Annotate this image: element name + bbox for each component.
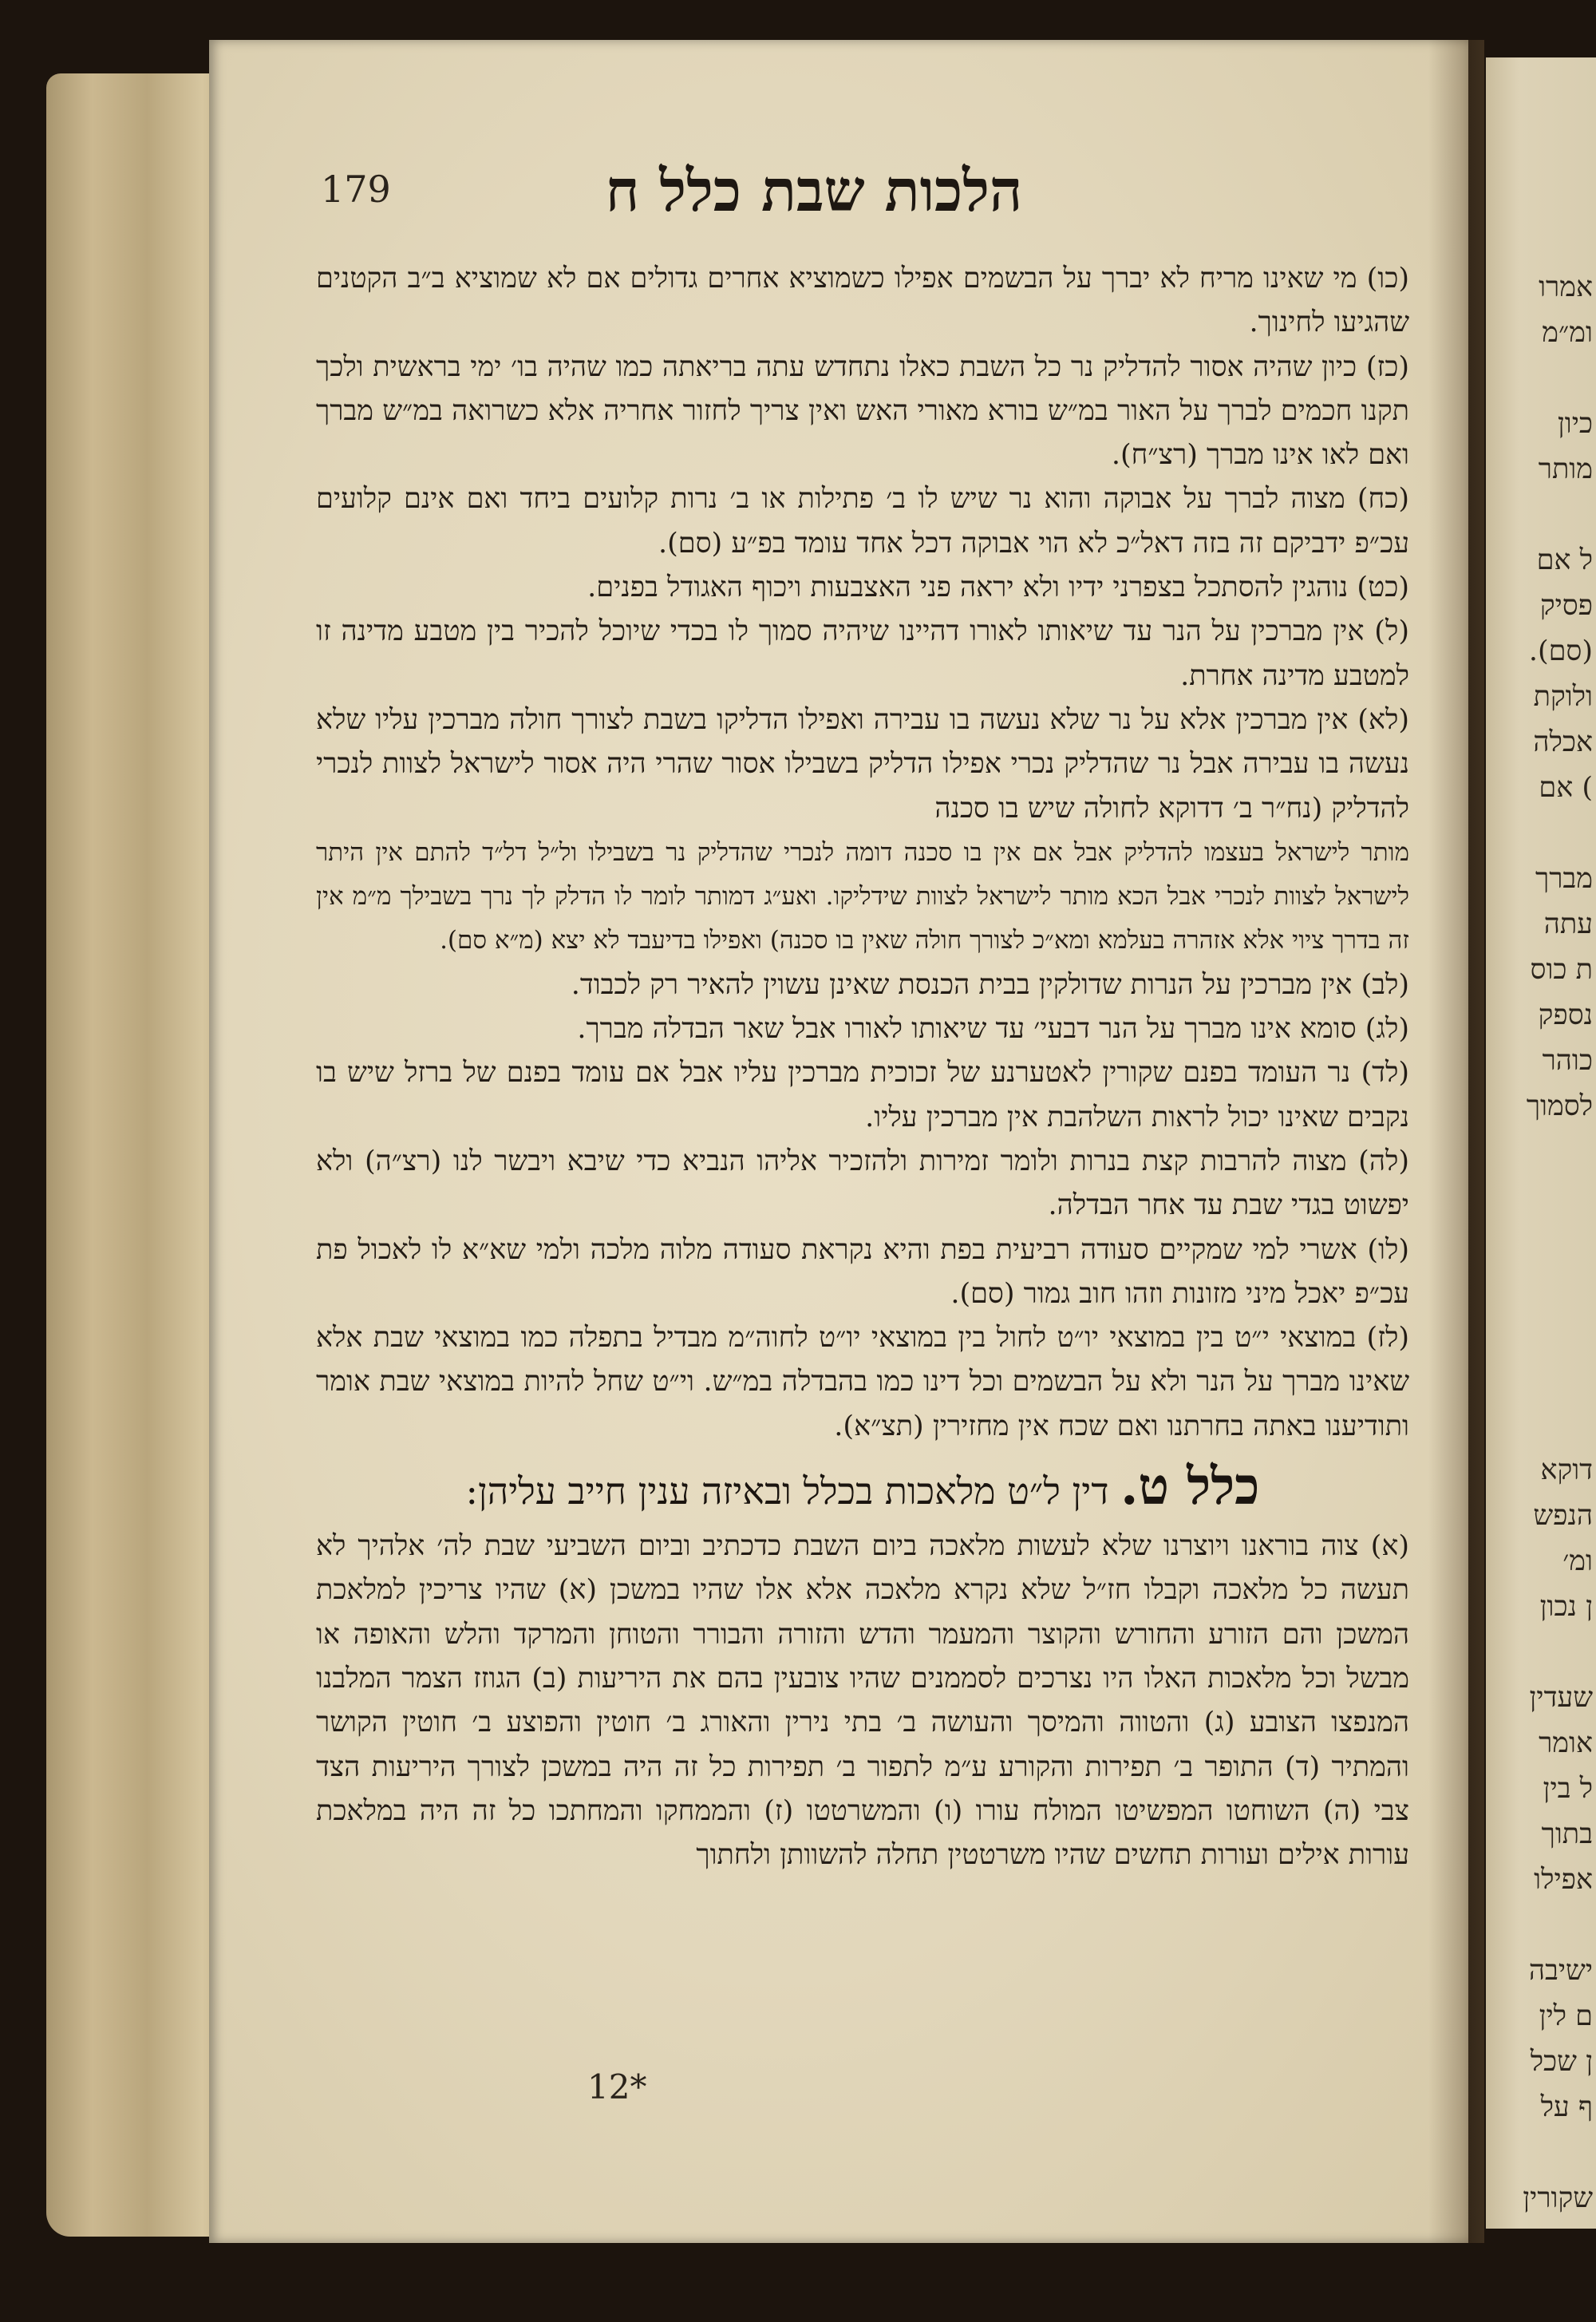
facing-line: נספק [1538, 999, 1593, 1031]
page-edges [46, 73, 230, 2237]
facing-line: ת כוס [1530, 954, 1593, 986]
paragraph: (לב) אין מברכין על הנרות שדולקין בבית הכנסת שאינן עשוין להאיר רק לכבוד. [571, 968, 1409, 1001]
paragraph: (כז) כיון שהיה אסור להדליק נר כל השבת כאלו נתחדש עתה בריאתה כמו שהיה בו׳ ימי בראשית ולכך תקנו חכמים לברך על האור במ״ש בורא מאורי האש ואין צריך לחזור אחריה אלא כשרואה במ״ש מברך ואם לאו אינו מברך (רצ״ח). [316, 350, 1409, 472]
paragraph: (ל) אין מברכין על הנר עד שיאותו לאורו דהיינו שיהיה סמוך לו בכדי שיוכל להכיר בין מטבע מדינה זו למטבע מדינה אחרת. [316, 615, 1409, 692]
facing-line: ף על [1540, 2091, 1593, 2123]
facing-line: בתוך [1541, 1818, 1593, 1850]
paragraph-small-print: מותר לישראל בעצמו להדליק אבל אם אין בו סכנה דומה לנכרי שהדליק נר בשבילו ול״ל דל״ד להתם אין היתר לישראל לצוות לנכרי אבל הכא מותר לישראל לצוות שידליקו. ואע״ג דמותר לומר לו הדלק לך נרך בשבילך מ״מ אין זה בדרך ציוי אלא אזהרה בעלמא ומא״כ לצורך חולה שאין בו סכנה) ואפילו בדיעבד לא יצא (מ״א סם). [316, 837, 1409, 955]
paragraph: (לג) סומא אינו מברך על הנר דבעי׳ עד שיאותו לאורו אבל שאר הבדלה מברך. [577, 1013, 1409, 1046]
facing-line [1494, 1903, 1593, 1948]
section-heading [316, 1454, 1409, 1525]
facing-line: אפילו [1534, 1864, 1593, 1896]
page-number: 179 [321, 168, 391, 211]
signature-mark: 12* [587, 2067, 647, 2106]
facing-line: מברך [1535, 863, 1593, 895]
section-title-text: דין ל״ט מלאכות בכלל ובאיזה ענין חייב עליהן: [465, 1470, 1109, 1513]
facing-line [1494, 811, 1593, 856]
facing-line: כוהר [1542, 1045, 1593, 1077]
facing-line: ם לין [1539, 2000, 1593, 2032]
facing-line: דוקא [1540, 1454, 1593, 1486]
facing-line: (סם). [1528, 635, 1593, 667]
facing-line: אומר [1539, 1727, 1593, 1759]
facing-line [1494, 1402, 1593, 1448]
facing-line: ל בין [1543, 1773, 1593, 1805]
facing-line: הנפש [1533, 1500, 1593, 1532]
facing-line: אמרו [1539, 271, 1593, 303]
paragraph: (כח) מצוה לברך על אבוקה והוא נר שיש לו ב׳ פתילות או ב׳ נרות קלועים ביחד ואם אינם קלועים עכ״פ ידביקם זה בזה דאל״כ לא הוי אבוקה דכל אחד עומד בפ״ע (סם). [316, 483, 1409, 560]
paragraph: (א) צוה בוראנו ויוצרנו שלא לעשות מלאכה ביום השבת כדכתיב וביום השביעי שבת לה׳ אלהיך לא תעשה כל מלאכה וקבלו חז״ל שלא נקרא מלאכה אלא אלו שהיו במשכן (א) שהיו צריכין למלאכת המשכן והם הזורע והחורש והקוצר והמעמר והדש והזורה והבורר והטוחן והמרקד והלש והאופה או מבשל וכל מלאכות האלו היו נצרכים לסממנים שהיו צובעין בהם את היריעות (ב) הגוזז הצמר המלבנו המנפצו הצובע (ג) והטווה והמיסך והעושה ב׳ בתי נירין והאורג ב׳ חוטין והפוצע ב׳ חוטין הקושר והמתיר (ד) התופר ב׳ תפירות והקורע ע״מ לתפור ב׳ תפירות כל זה היה במשכן לצורך היריעות הצד צבי (ה) השוחטו המפשיטו המולח עורו (ו) והמשרטטו (ז) והממחקו והמחתכו כל זה היה במלאכת עורות אילים ועורות תחשים שהיו משרטטין תחלה להשוותן ולחתוך [316, 1530, 1409, 1872]
facing-line: ן נכון [1539, 1591, 1593, 1623]
facing-line [1494, 1630, 1593, 1675]
facing-line [1494, 1357, 1593, 1402]
facing-line: ולוקת [1533, 681, 1593, 713]
running-head: הלכות שבת כלל ח [605, 156, 1023, 224]
facing-line [1494, 1311, 1593, 1357]
facing-line [1494, 1175, 1593, 1220]
facing-line: ישיבה [1528, 1955, 1593, 1987]
paragraph: (לו) אשרי למי שמקיים סעודה רביעית בפת והיא נקראת סעודה מלוה מלכה ולמי שא״א לו לאכול פת עכ״פ יאכל מיני מזונות וזהו חוב גמור (סם). [316, 1233, 1409, 1310]
facing-line: שקורין [1523, 2182, 1593, 2214]
facing-line: ומ׳ [1562, 1545, 1593, 1577]
facing-line: פסיק [1539, 590, 1593, 622]
facing-line: שעדין [1529, 1682, 1593, 1714]
facing-line: ומ״מ [1542, 317, 1593, 349]
paragraph: (כט) נוהגין להסתכל בצפרני ידיו ולא יראה פני האצבעות ויכוף האגודל בפנים. [587, 572, 1409, 604]
facing-line: כיון [1557, 408, 1593, 440]
paragraph: (כו) מי שאינו מריח לא יברך על הבשמים אפילו כשמוציא אחרים גדולים אם לא שמוציא ב״ב הקטנים שהגיעו לחינוך. [316, 263, 1409, 339]
facing-line [1494, 492, 1593, 538]
facing-line: אכלה [1533, 726, 1593, 758]
facing-line [1494, 1266, 1593, 1311]
facing-line: לסמוך [1526, 1090, 1593, 1122]
facing-line [1494, 1220, 1593, 1266]
section-label: כלל ט. [1120, 1457, 1260, 1517]
facing-page-text [1494, 265, 1593, 2221]
book-gutter [1428, 40, 1484, 2243]
paragraph: (לא) אין מברכין אלא על נר שלא נעשה בו עבירה ואפילו הדליקו בשבת לצורך חולה מברכין עליו שלא נעשה בו עבירה אבל נר שהדליק נכרי אפילו הדליק בשבילו אסור שהרי היה אסור לישראל לצוות לנכרי להדליק (נח״ר ב׳ דדוקא לחולה שיש בו סכנה [316, 703, 1409, 825]
facing-line: ן שכל [1530, 2046, 1593, 2078]
facing-line [1494, 356, 1593, 402]
paragraph: (לד) נר העומד בפנם שקורין לאטערנע של זכוכית מברכין עליו אבל אם עומד בפנם של ברזל שיש בו נקבים שאינו יכול לראות השלהבת אין מברכין עליו. [316, 1057, 1409, 1133]
paragraph: (לה) מצוה להרבות קצת בנרות ולומר זמירות ולהזכיר אליהו הנביא כדי שיבא ויבשר לנו (רצ״ה) ולא יפשוט בגדי שבת עד אחר הבדלה. [316, 1145, 1409, 1222]
facing-line [1494, 1129, 1593, 1175]
facing-line: מותר [1538, 453, 1593, 485]
paragraph: (לז) במוצאי י״ט בין במוצאי יו״ט לחול בין במוצאי יו״ט לחוה״מ מבדיל בתפלה כמו במוצאי שבת אלא שאינו מברך על הנר ולא על הבשמים וכל דינו כמו בהבדלה במ״ש. וי״ט שחל להיות במוצאי שבת אומר ותודיענו באתה בחרתנו ואם שכח אין מחזירין (תצ״א). [316, 1322, 1409, 1442]
facing-line: ל אם [1536, 544, 1593, 576]
facing-line: ) אם [1539, 772, 1593, 804]
facing-line: עתה [1543, 908, 1593, 940]
main-text [316, 257, 1409, 1877]
facing-line [1494, 2130, 1593, 2176]
